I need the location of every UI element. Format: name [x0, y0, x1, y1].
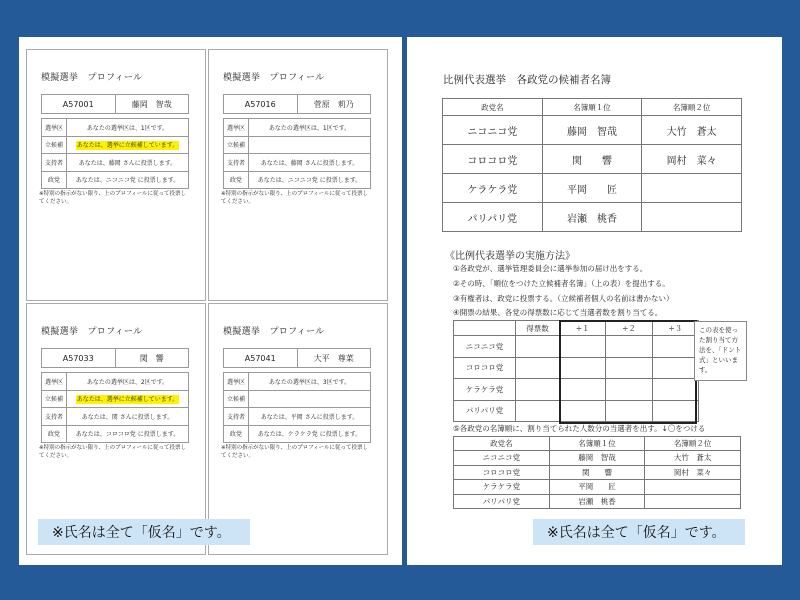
election-sheet — [407, 37, 782, 565]
column-header: 政党名 — [454, 437, 550, 451]
row-value: あなたは、ケラケラ党 に投票します。 — [249, 425, 371, 443]
step-5: ⑤各政党の名簿順に、割り当てられた人数分の当選者を出す。↓〇をつける — [453, 424, 706, 433]
column-header: 名簿順２位 — [645, 437, 741, 451]
pseudonym-banner: ※氏名は全て「仮名」です。 — [533, 519, 745, 545]
profile-card — [26, 49, 206, 301]
column-header: 名簿順２位 — [642, 99, 742, 116]
row-label: 政党 — [42, 171, 67, 189]
dhondt-table — [453, 320, 699, 422]
quotient-cell[interactable] — [606, 379, 652, 401]
step-2: ②その時、「順位をつけた立候補者名簿」（上の表）を提出する。 — [453, 279, 670, 288]
voter-id: A57001 — [42, 95, 116, 113]
quotient-cell[interactable] — [606, 357, 652, 379]
row-label: 選挙区 — [224, 119, 249, 137]
candidate-cell: 関 響 — [542, 145, 642, 174]
column-header: ÷３ — [652, 321, 698, 336]
row-label: 立候補 — [224, 390, 249, 408]
table-row — [454, 480, 741, 495]
table-row — [454, 494, 741, 509]
row-value: あなたは、関 さんに投票します。 — [67, 408, 189, 426]
candidate-highlight: あなたは、選挙に立候補しています。 — [76, 142, 179, 150]
row-label: 支持者 — [42, 154, 67, 172]
party-cell: コロコロ党 — [454, 465, 550, 480]
step-1: ①各政党が、選挙管理委員会に選挙参加の届け出をする。 — [453, 264, 648, 273]
row-label: 選挙区 — [224, 373, 249, 391]
row-label: 選挙区 — [42, 373, 67, 391]
column-header: 名簿順１位 — [549, 437, 645, 451]
step-4: ④開票の結果、各党の得票数に応じて当選者数を割り当てる。 — [453, 308, 663, 317]
result-table — [453, 436, 741, 509]
row-value: あなたは、コロコロ党 に投票します。 — [67, 425, 189, 443]
party-cell: ニコニコ党 — [454, 336, 516, 358]
candidate-highlight: あなたは、選挙に立候補しています。 — [76, 396, 179, 404]
table-row — [454, 465, 741, 480]
candidate-cell: 岩瀬 桃香 — [542, 203, 642, 232]
party-cell: ケラケラ党 — [454, 480, 550, 495]
profile-table — [41, 372, 189, 443]
voter-name: 大平 尊菜 — [313, 353, 354, 363]
table-row — [443, 116, 742, 145]
candidate-cell[interactable]: 岩瀬 桃香 — [549, 494, 645, 509]
id-row — [41, 94, 189, 114]
row-value: あなたは、ニコニコ党 に投票します。 — [67, 171, 189, 189]
voter-id: A57041 — [224, 349, 298, 367]
row-value: あなたの選挙区は、1区です。 — [249, 119, 371, 137]
card-note: ※特別の指示がない限り、上のプロフィールに従って投票してください。 — [39, 445, 187, 459]
candidate-cell[interactable]: 関 響 — [549, 465, 645, 480]
card-note: ※特別の指示がない限り、上のプロフィールに従って投票してください。 — [221, 445, 369, 459]
party-cell: ケラケラ党 — [443, 174, 543, 203]
voter-id: A57033 — [42, 349, 116, 367]
row-label: 支持者 — [224, 154, 249, 172]
candidate-cell[interactable] — [645, 494, 741, 509]
quotient-cell[interactable] — [652, 357, 698, 379]
card-title: 模擬選挙 プロフィール — [41, 327, 143, 337]
table-row — [454, 336, 699, 358]
candidate-cell[interactable]: 藤岡 智哉 — [549, 451, 645, 466]
candidate-cell: 平岡 匠 — [542, 174, 642, 203]
quotient-cell[interactable] — [652, 379, 698, 401]
candidate-cell: 大竹 蒼太 — [642, 116, 742, 145]
candidate-cell: 藤岡 智哉 — [542, 116, 642, 145]
quotient-cell[interactable] — [606, 400, 652, 422]
candidate-cell[interactable]: 岡村 菜々 — [645, 465, 741, 480]
votes-cell[interactable] — [516, 357, 560, 379]
method-title: 《比例代表選挙の実施方法》 — [445, 251, 575, 262]
table-row — [454, 451, 741, 466]
quotient-cell[interactable] — [652, 336, 698, 358]
candidate-cell[interactable]: 大竹 蒼太 — [645, 451, 741, 466]
row-label: 政党 — [224, 171, 249, 189]
column-header — [454, 321, 516, 336]
party-cell: コロコロ党 — [443, 145, 543, 174]
votes-cell[interactable] — [516, 379, 560, 401]
row-value: あなたは、藤岡 さんに投票します。 — [249, 154, 371, 172]
row-value: あなたの選挙区は、1区です。 — [67, 119, 189, 137]
row-value: あなたは、平岡 さんに投票します。 — [249, 408, 371, 426]
party-cell: ケラケラ党 — [454, 379, 516, 401]
quotient-cell[interactable] — [560, 400, 606, 422]
table-row — [443, 174, 742, 203]
votes-cell[interactable] — [516, 336, 560, 358]
table-row — [454, 400, 699, 422]
candidate-cell[interactable]: 平岡 匠 — [549, 480, 645, 495]
quotient-cell[interactable] — [560, 379, 606, 401]
row-label: 支持者 — [224, 408, 249, 426]
dhondt-note: この表を使った割り当て方法を、「ドント式」といいます。 — [694, 321, 747, 381]
party-cell: ニコニコ党 — [454, 451, 550, 466]
column-header: 得票数 — [516, 321, 560, 336]
card-note: ※特別の指示がない限り、上のプロフィールに従って投票してください。 — [221, 191, 369, 205]
voter-name: 菅原 莉乃 — [313, 99, 354, 109]
quotient-cell[interactable] — [560, 357, 606, 379]
row-label: 支持者 — [42, 408, 67, 426]
profile-table — [223, 118, 371, 189]
column-header: ÷１ — [560, 321, 606, 336]
card-title: 模擬選挙 プロフィール — [41, 73, 143, 83]
row-label: 立候補 — [42, 390, 67, 408]
quotient-cell[interactable] — [606, 336, 652, 358]
row-label: 政党 — [42, 425, 67, 443]
card-note: ※特別の指示がない限り、上のプロフィールに従って投票してください。 — [39, 191, 187, 205]
votes-cell[interactable] — [516, 400, 560, 422]
quotient-cell[interactable] — [652, 400, 698, 422]
voter-name: 藤岡 智哉 — [131, 99, 172, 109]
table-row — [454, 379, 699, 401]
column-header: 政党名 — [443, 99, 543, 116]
table-row — [443, 203, 742, 232]
candidate-cell — [642, 174, 742, 203]
page-title: 比例代表選挙 各政党の候補者名簿 — [443, 74, 611, 86]
id-row — [223, 348, 371, 368]
party-cell: パリパリ党 — [454, 494, 550, 509]
voter-name: 関 響 — [139, 353, 164, 363]
card-title: 模擬選挙 プロフィール — [223, 73, 325, 83]
id-row — [41, 348, 189, 368]
candidate-cell — [642, 203, 742, 232]
party-cell: パリパリ党 — [443, 203, 543, 232]
profile-card — [208, 49, 388, 301]
profile-table — [223, 372, 371, 443]
row-value: あなたの選挙区は、2区です。 — [67, 373, 189, 391]
step-3: ③有権者は、政党に投票する。（立候補者個人の名前は書かない） — [453, 294, 674, 303]
party-cell: コロコロ党 — [454, 357, 516, 379]
row-value — [249, 136, 371, 154]
quotient-cell[interactable] — [560, 336, 606, 358]
column-header: ÷２ — [606, 321, 652, 336]
party-cell: パリパリ党 — [454, 400, 516, 422]
pseudonym-banner: ※氏名は全て「仮名」です。 — [38, 519, 250, 545]
row-value: あなたは、ニコニコ党 に投票します。 — [249, 171, 371, 189]
table-row — [443, 145, 742, 174]
row-label: 選挙区 — [42, 119, 67, 137]
voter-id: A57016 — [224, 95, 298, 113]
row-label: 立候補 — [224, 136, 249, 154]
candidate-cell[interactable] — [645, 480, 741, 495]
profile-card — [26, 303, 206, 555]
id-row — [223, 94, 371, 114]
row-value — [249, 390, 371, 408]
party-cell: ニコニコ党 — [443, 116, 543, 145]
table-row — [454, 357, 699, 379]
profile-card — [208, 303, 388, 555]
profile-table — [41, 118, 189, 189]
profile-sheet — [19, 37, 402, 565]
row-value: あなたの選挙区は、3区です。 — [249, 373, 371, 391]
candidate-cell: 岡村 菜々 — [642, 145, 742, 174]
candidate-list-table — [442, 98, 742, 232]
row-value: あなたは、藤岡 さんに投票します。 — [67, 154, 189, 172]
row-label: 立候補 — [42, 136, 67, 154]
card-title: 模擬選挙 プロフィール — [223, 327, 325, 337]
row-label: 政党 — [224, 425, 249, 443]
column-header: 名簿順１位 — [542, 99, 642, 116]
